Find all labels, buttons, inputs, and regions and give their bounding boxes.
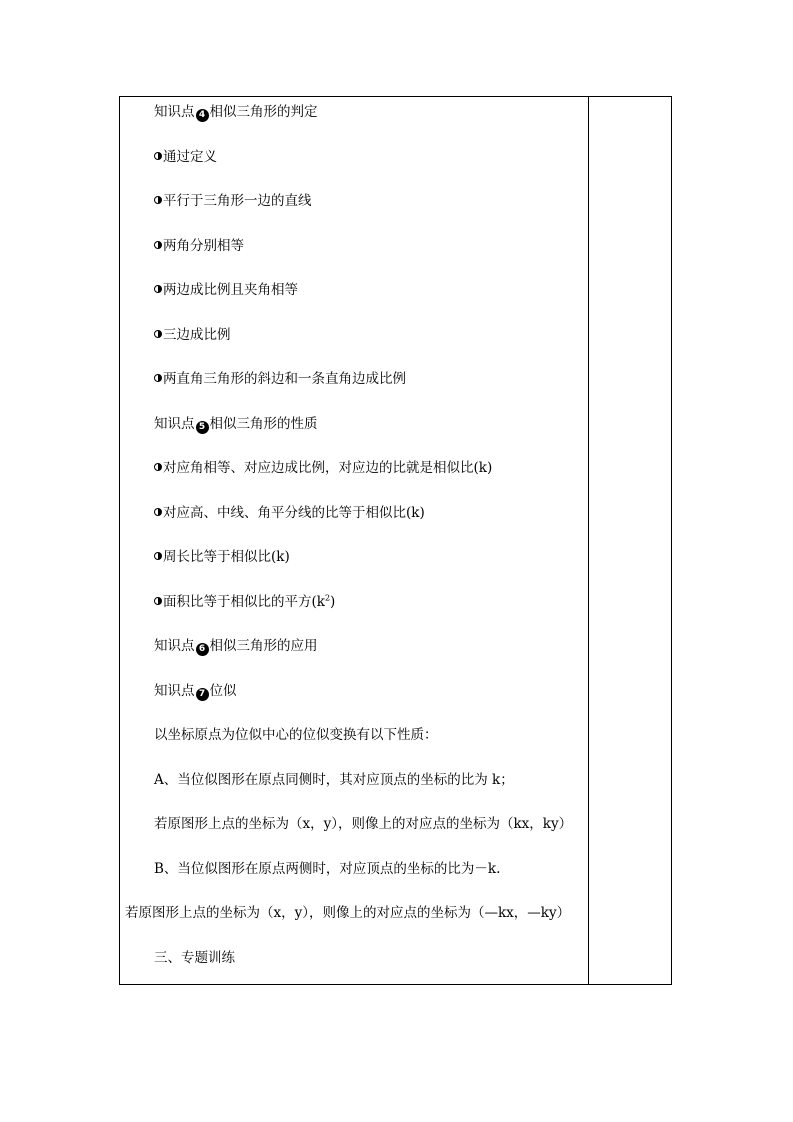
list-item: 两直角三角形的斜边和一条直角边成比例 <box>154 370 406 388</box>
list-item: 对应角相等、对应边成比例，对应边的比就是相似比(k) <box>154 459 492 477</box>
number-7-icon: 7 <box>196 688 209 701</box>
paragraph: 以坐标原点为位似中心的位似变换有以下性质： <box>154 727 438 743</box>
number-5-icon: 5 <box>196 421 209 434</box>
bullet-icon <box>154 152 162 160</box>
number-4-icon: 4 <box>196 109 209 122</box>
bullet-icon <box>154 330 162 338</box>
list-item: 三边成比例 <box>154 326 231 344</box>
column-divider <box>588 96 589 985</box>
bullet-icon <box>154 196 162 204</box>
paragraph: B、当位似图形在原点两侧时，对应顶点的坐标的比为－k. <box>154 861 501 877</box>
bullet-icon <box>154 241 162 249</box>
list-item: 两边成比例且夹角相等 <box>154 281 298 299</box>
content-table <box>119 96 672 985</box>
list-item: 周长比等于相似比(k) <box>154 548 290 566</box>
list-item: 平行于三角形一边的直线 <box>154 192 312 210</box>
bullet-icon <box>154 552 162 560</box>
bullet-icon <box>154 508 162 516</box>
paragraph: 若原图形上点的坐标为（x，y），则像上的对应点的坐标为（kx，ky） <box>154 816 573 832</box>
bullet-icon <box>154 285 162 293</box>
list-item: 面积比等于相似比的平方$(k^2)$ <box>154 593 335 611</box>
heading-point-4: 知识点 4 相似三角形的判定 <box>154 104 318 120</box>
paragraph: A、当位似图形在原点同侧时，其对应顶点的坐标的比为 k； <box>154 772 514 788</box>
heading-point-7: 知识点 7 位似 <box>154 683 237 699</box>
heading-point-5: 知识点 5 相似三角形的性质 <box>154 416 318 432</box>
bullet-icon <box>154 597 162 605</box>
heading-point-6: 知识点 6 相似三角形的应用 <box>154 638 318 654</box>
list-item: 通过定义 <box>154 148 217 166</box>
bullet-icon <box>154 374 162 382</box>
bullet-icon <box>154 463 162 471</box>
section-heading: 三、专题训练 <box>154 950 235 966</box>
list-item: 两角分别相等 <box>154 237 244 255</box>
paragraph: 若原图形上点的坐标为（x，y），则像上的对应点的坐标为（—kx，—ky） <box>125 905 571 921</box>
list-item: 对应高、中线、角平分线的比等于相似比(k) <box>154 504 425 522</box>
number-6-icon: 6 <box>196 643 209 656</box>
